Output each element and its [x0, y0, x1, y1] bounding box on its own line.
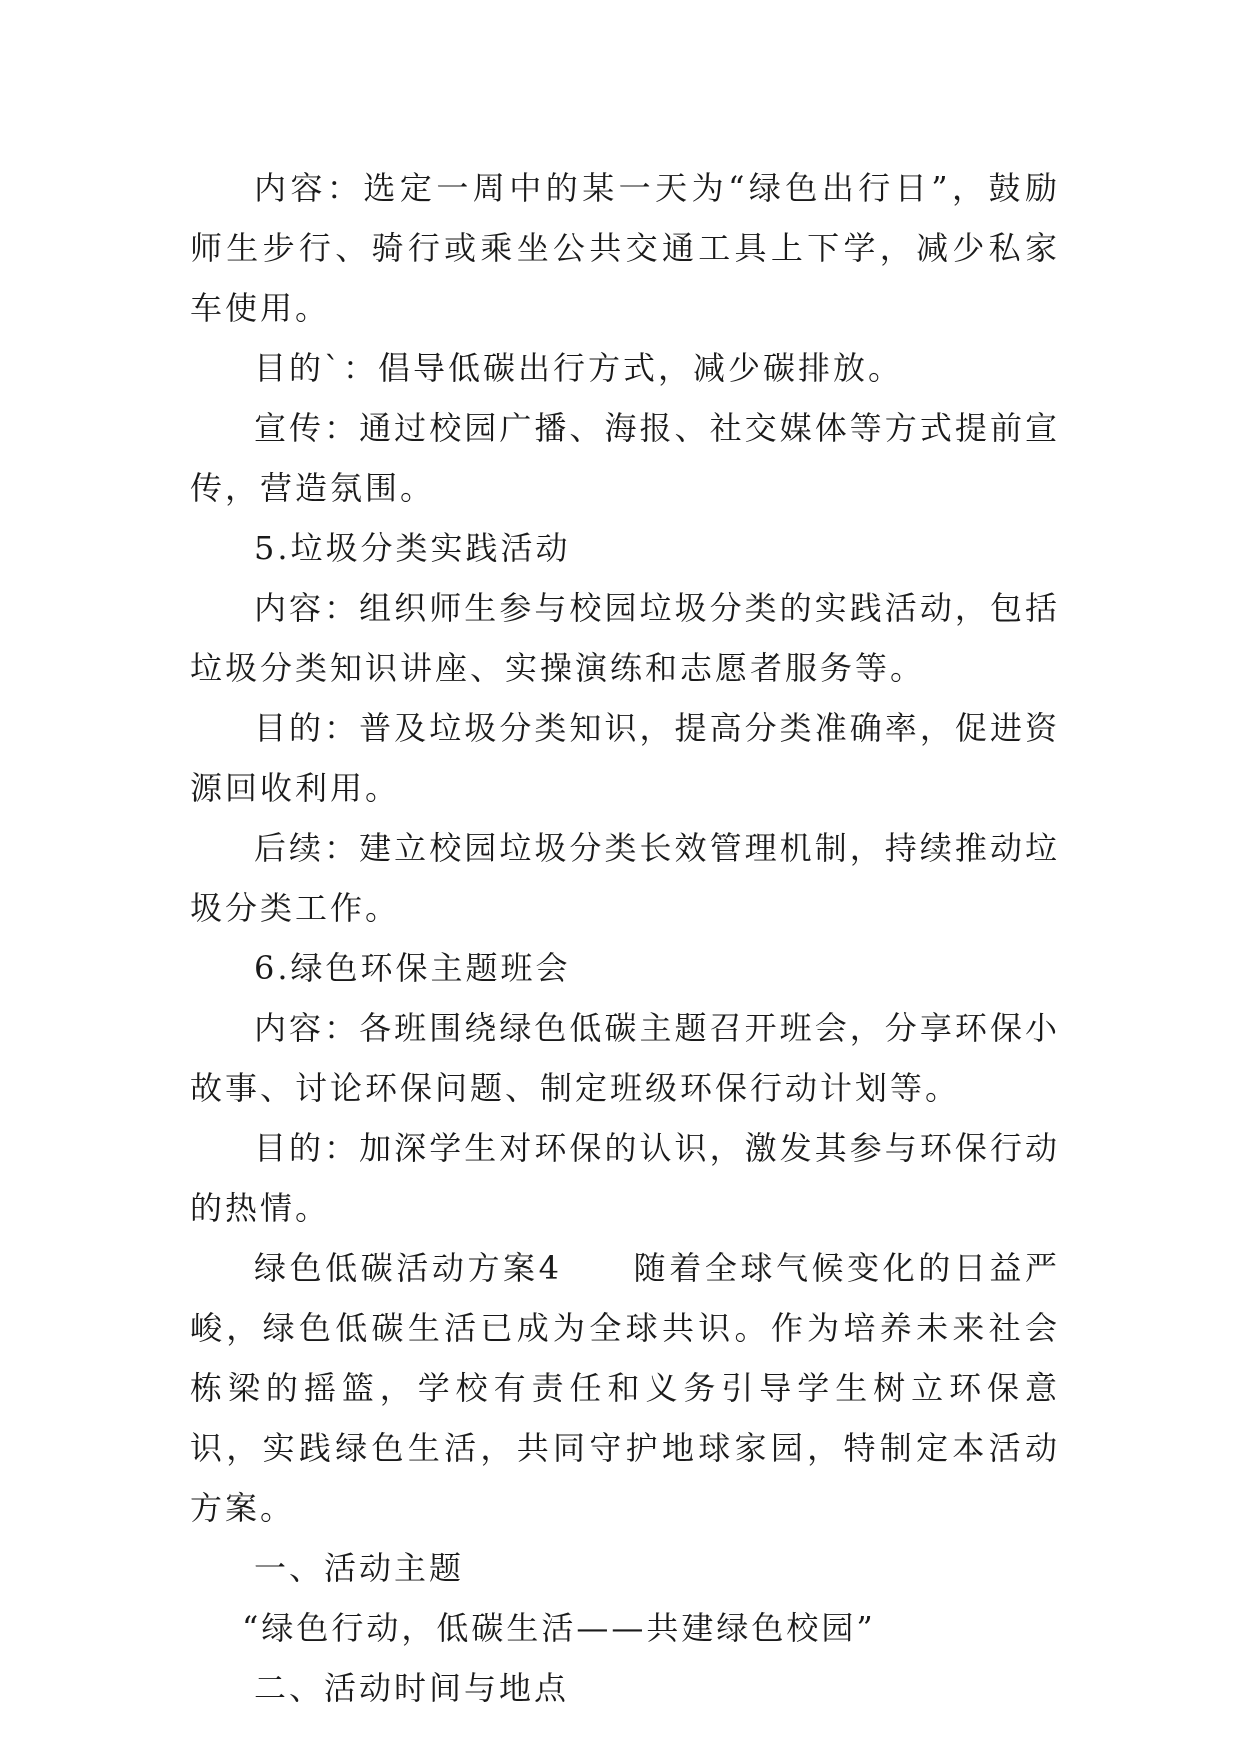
- paragraph-plan-4-intro: 绿色低碳活动方案4 随着全球气候变化的日益严峻，绿色低碳生活已成为全球共识。作为培养未来社会栋梁的摇篮，学校有责任和义务引导学生树立环保意识，实践绿色生活，共同守护地球家园，特制定本活动方案。: [190, 1249, 1060, 1527]
- paragraph-waste-sorting-purpose: 目的：普及垃圾分类知识，提高分类准确率，促进资源回收利用。: [190, 709, 1060, 807]
- paragraph-green-travel-publicity: 宣传：通过校园广播、海报、社交媒体等方式提前宣传，营造氛围。: [190, 409, 1060, 507]
- paragraph-class-meeting-purpose: 目的：加深学生对环保的认识，激发其参与环保行动的热情。: [190, 1129, 1060, 1227]
- heading-activity-theme: 一、活动主题: [254, 1549, 465, 1587]
- paragraph-green-travel-purpose: 目的`：倡导低碳出行方式，减少碳排放。: [254, 349, 904, 387]
- paragraph-class-meeting-content: 内容：各班围绕绿色低碳主题召开班会，分享环保小故事、讨论环保问题、制定班级环保行动计划等。: [190, 1009, 1060, 1107]
- heading-class-meeting: 6.绿色环保主题班会: [254, 949, 571, 987]
- paragraph-waste-sorting-content: 内容：组织师生参与校园垃圾分类的实践活动，包括垃圾分类知识讲座、实操演练和志愿者服务等。: [190, 589, 1060, 687]
- document-body: [190, 158, 1060, 1718]
- paragraph-waste-sorting-followup: 后续：建立校园垃圾分类长效管理机制，持续推动垃圾分类工作。: [190, 829, 1060, 927]
- heading-waste-sorting-activity: 5.垃圾分类实践活动: [254, 529, 571, 567]
- paragraph-theme-slogan: “绿色行动，低碳生活——共建绿色校园”: [242, 1609, 876, 1647]
- heading-time-and-place: 二、活动时间与地点: [254, 1669, 570, 1707]
- paragraph-green-travel-content: 内容：选定一周中的某一天为“绿色出行日”，鼓励师生步行、骑行或乘坐公共交通工具上下学，减少私家车使用。: [190, 169, 1060, 327]
